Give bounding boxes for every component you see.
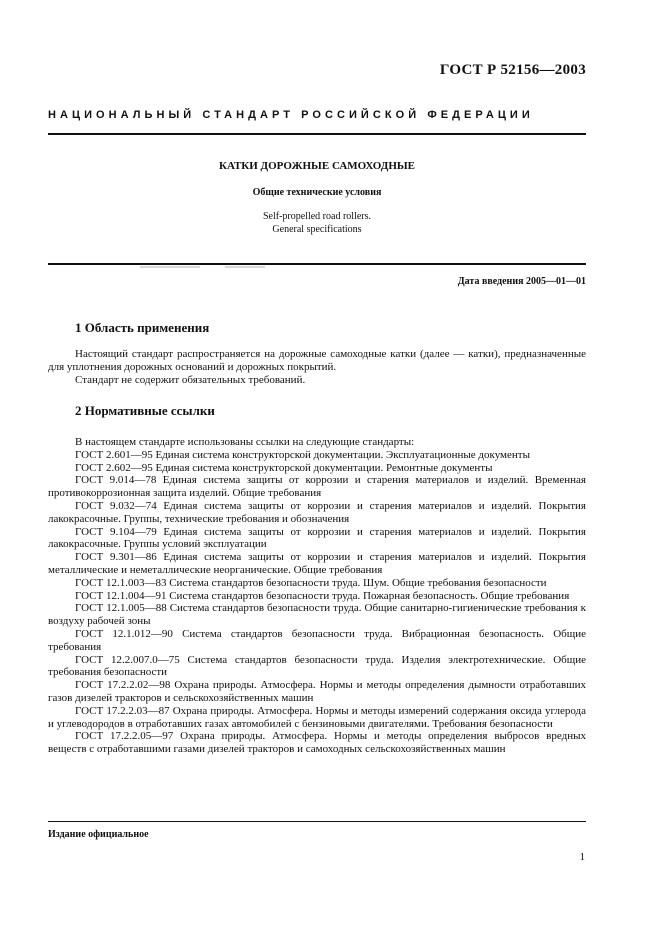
reference-item: ГОСТ 12.1.003—83 Система стандартов безопасности труда. Шум. Общие требования безопасности bbox=[75, 576, 547, 589]
paragraph: Стандарт не содержит обязательных требований. bbox=[75, 373, 306, 386]
english-title bbox=[48, 210, 586, 236]
reference-item: ГОСТ 2.601—95 Единая система конструкторской документации. Эксплуатационные документы bbox=[75, 448, 530, 461]
introduction-date: Дата введения 2005—01—01 bbox=[457, 276, 586, 287]
reference-item: ГОСТ 9.104—79 Единая система защиты от коррозии и старения материалов и изделий. Покрытия лакокрасочные. Группы условий эксплуатации bbox=[48, 525, 586, 551]
footer-divider bbox=[48, 821, 586, 822]
edition-label: Издание официальное bbox=[48, 829, 149, 840]
reference-item: ГОСТ 17.2.2.05—97 Охрана природы. Атмосфера. Нормы и методы определения выбросов вредных веществ с отработавшими газами дизелей тракторов и самоходных сельскохозяйственных машин bbox=[48, 730, 586, 756]
paragraph: Настоящий стандарт распространяется на дорожные самоходные катки (далее — катки), предназначенные для уплотнения дорожных оснований и дорожных покрытий. bbox=[48, 348, 586, 373]
scan-smudge bbox=[225, 266, 265, 268]
english-title-line-2: General specifications bbox=[272, 224, 362, 235]
reference-item: ГОСТ 9.301—86 Единая система защиты от коррозии и старения материалов и изделий. Покрытия металлические и неметаллические неорганические. Общие требования bbox=[48, 551, 586, 576]
gost-number: ГОСТ Р 52156—2003 bbox=[439, 62, 586, 78]
reference-item: ГОСТ 9.014—78 Единая система защиты от коррозии и старения материалов и изделий. Временная противокоррозионная защита изделий. Общие требования bbox=[48, 474, 586, 500]
reference-item: ГОСТ 12.1.004—91 Система стандартов безопасности труда. Пожарная безопасность. Общие требования bbox=[75, 589, 570, 602]
section-1-body bbox=[48, 348, 586, 386]
scan-smudge bbox=[140, 266, 200, 268]
header-divider bbox=[48, 133, 586, 135]
reference-item: ГОСТ 12.2.007.0—75 Система стандартов безопасности труда. Изделия электротехнические. Общие требования безопасности bbox=[48, 653, 586, 679]
reference-item: ГОСТ 2.602—95 Единая система конструкторской документации. Ремонтные документы bbox=[75, 461, 493, 474]
reference-item: ГОСТ 12.1.005—88 Система стандартов безопасности труда. Общие санитарно-гигиенические требования к воздуху рабочей зоны bbox=[48, 602, 586, 628]
section-2-body bbox=[48, 436, 586, 756]
reference-item: ГОСТ 12.1.012—90 Система стандартов безопасности труда. Вибрационная безопасность. Общие требования bbox=[48, 627, 586, 653]
reference-item: ГОСТ 17.2.2.02—98 Охрана природы. Атмосфера. Нормы и методы определения дымности отработавших газов дизелей тракторов и сельскохозяйственных машин bbox=[48, 679, 586, 704]
section-1-heading: 1 Область применения bbox=[75, 320, 210, 335]
reference-item: ГОСТ 9.032—74 Единая система защиты от коррозии и старения материалов и изделий. Покрытия лакокрасочные. Группы, технические требования и обозначения bbox=[48, 499, 586, 525]
paragraph: В настоящем стандарте использованы ссылки на следующие стандарты: bbox=[75, 436, 415, 448]
reference-item: ГОСТ 17.2.2.03—87 Охрана природы. Атмосфера. Нормы и методы измерений содержания оксида углерода и углеводородов в отработавших газах автомобилей с бензиновыми двигателями. Требования безопасности bbox=[48, 704, 586, 730]
section-2-heading: 2 Нормативные ссылки bbox=[75, 403, 215, 418]
national-standard-banner: НАЦИОНАЛЬНЫЙ СТАНДАРТ РОССИЙСКОЙ ФЕДЕРАЦИИ bbox=[48, 109, 534, 121]
page-number: 1 bbox=[579, 851, 585, 863]
title-divider bbox=[48, 263, 586, 265]
document-subtitle: Общие технические условия bbox=[252, 187, 382, 198]
english-title-line-1: Self-propelled road rollers. bbox=[262, 211, 372, 222]
document-title: КАТКИ ДОРОЖНЫЕ САМОХОДНЫЕ bbox=[218, 160, 416, 172]
